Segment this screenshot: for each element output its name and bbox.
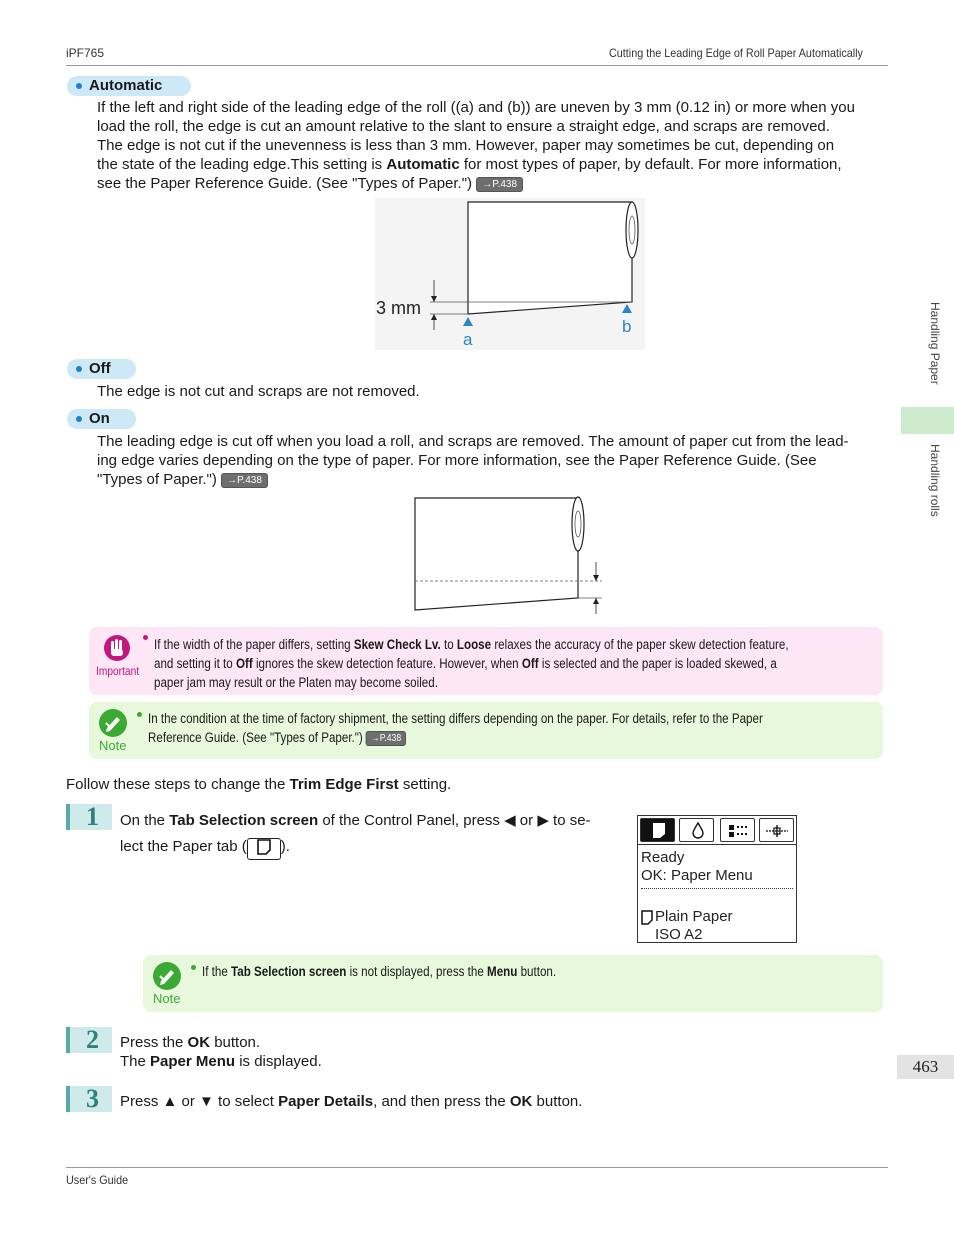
- paper-icon: [641, 910, 653, 925]
- step-3-number: 3: [66, 1086, 112, 1112]
- important-hand-icon: [103, 633, 131, 663]
- header-product: iPF765: [66, 46, 105, 60]
- roll-figure-automatic: [375, 198, 645, 350]
- paper-tab-icon: [247, 838, 281, 860]
- left-arrow-icon: ◀: [504, 812, 516, 829]
- on-heading: On: [67, 409, 136, 429]
- lcd-hint: OK: Paper Menu: [641, 867, 753, 884]
- lcd-tab-divider: [638, 844, 796, 845]
- lcd-paper-size: ISO A2: [655, 926, 703, 943]
- page-number: 463: [897, 1055, 954, 1079]
- automatic-heading: Automatic: [67, 76, 191, 96]
- on-text: The leading edge is cut off when you load a roll, and scraps are removed. The amount of paper cut from the lead- ing edge varies depending on the type of paper. For more information, see the Paper Reference Guide. (See "Types of Paper.") →P.438: [97, 433, 849, 488]
- important-box: [89, 627, 883, 695]
- note-box-1: [89, 702, 883, 759]
- label-a: a: [463, 330, 473, 349]
- bullet-dot: [143, 635, 148, 640]
- note-2-text: If the Tab Selection screen is not displayed, press the Menu button.: [202, 964, 557, 979]
- note-box-2: [143, 955, 883, 1012]
- header-title: Cutting the Leading Edge of Roll Paper Automatically: [609, 46, 863, 60]
- note-pencil-icon: [152, 961, 182, 991]
- off-text: The edge is not cut and scraps are not removed.: [97, 383, 420, 400]
- side-chapter-label[interactable]: Handling Paper: [928, 302, 942, 385]
- lcd-paper-type: Plain Paper: [655, 908, 733, 925]
- page-ref-link[interactable]: →P.438: [476, 177, 523, 192]
- step-2-number: 2: [66, 1027, 112, 1053]
- roll-figure-on: [410, 492, 606, 616]
- lcd-dotted-divider: [641, 888, 793, 889]
- label-b: b: [622, 317, 632, 336]
- side-tab-marker: [901, 407, 954, 434]
- note-label: Note: [153, 991, 181, 1006]
- step-1-text: On the Tab Selection screen of the Control Panel, press ◀ or ▶ to se- lect the Paper tab ( ).: [120, 808, 630, 860]
- off-heading: Off: [67, 359, 136, 379]
- note-label: Note: [99, 738, 127, 753]
- important-text: If the width of the paper differs, setting Skew Check Lv. to Loose relaxes the accuracy of the paper skew detection feature, and setting it to Off ignores the skew detection feature. However, when Off is selected and the paper is loaded skewed, a paper jam may result or the Platen may become soiled.: [154, 637, 789, 690]
- page-ref-link[interactable]: →P.438: [366, 731, 406, 746]
- bullet-dot: [137, 712, 142, 717]
- footer-rule: [66, 1167, 888, 1168]
- important-label: Important: [96, 664, 140, 678]
- footer-label: User's Guide: [66, 1173, 129, 1187]
- tab-paper[interactable]: [640, 818, 675, 842]
- step-2-text: Press the OK button. The Paper Menu is displayed.: [120, 1034, 322, 1070]
- dimension-label: 3 mm: [376, 298, 421, 318]
- tab-ink[interactable]: [679, 818, 714, 842]
- header-rule: [66, 65, 888, 66]
- note-text: In the condition at the time of factory shipment, the setting differs depending on the paper. For details, refer to the Paper Reference Guide. (See "Types of Paper.") →P.438: [148, 711, 763, 745]
- automatic-text: If the left and right side of the leading edge of the roll ((a) and (b)) are uneven by 3 mm (0.12 in) or more when you load the roll, the edge is cut an amount relative to the slant to ensure a straight edge, and scraps are removed. The edge is not cut if the unevenness is less than 3 mm. However, paper may sometimes be cut, depending on the state of the leading edge.This setting is Automatic for most types of paper, by default. For more information, see the Paper Reference Guide. (See "Types of Paper.") →P.438: [97, 99, 855, 192]
- right-arrow-icon: ▶: [537, 812, 549, 829]
- step-3-text: Press ▲ or ▼ to select Paper Details, and then press the OK button.: [120, 1093, 583, 1110]
- tab-printhead[interactable]: [720, 818, 755, 842]
- bullet-dot: [191, 965, 196, 970]
- side-section-label[interactable]: Handling rolls: [928, 444, 942, 517]
- control-panel-display: [637, 815, 797, 943]
- lcd-status: Ready: [641, 849, 685, 866]
- page-ref-link[interactable]: →P.438: [221, 473, 268, 488]
- intro-text: Follow these steps to change the Trim Edge First setting.: [66, 776, 452, 793]
- tab-maintenance[interactable]: [759, 818, 794, 842]
- step-1-number: 1: [66, 804, 112, 830]
- note-pencil-icon: [98, 708, 128, 738]
